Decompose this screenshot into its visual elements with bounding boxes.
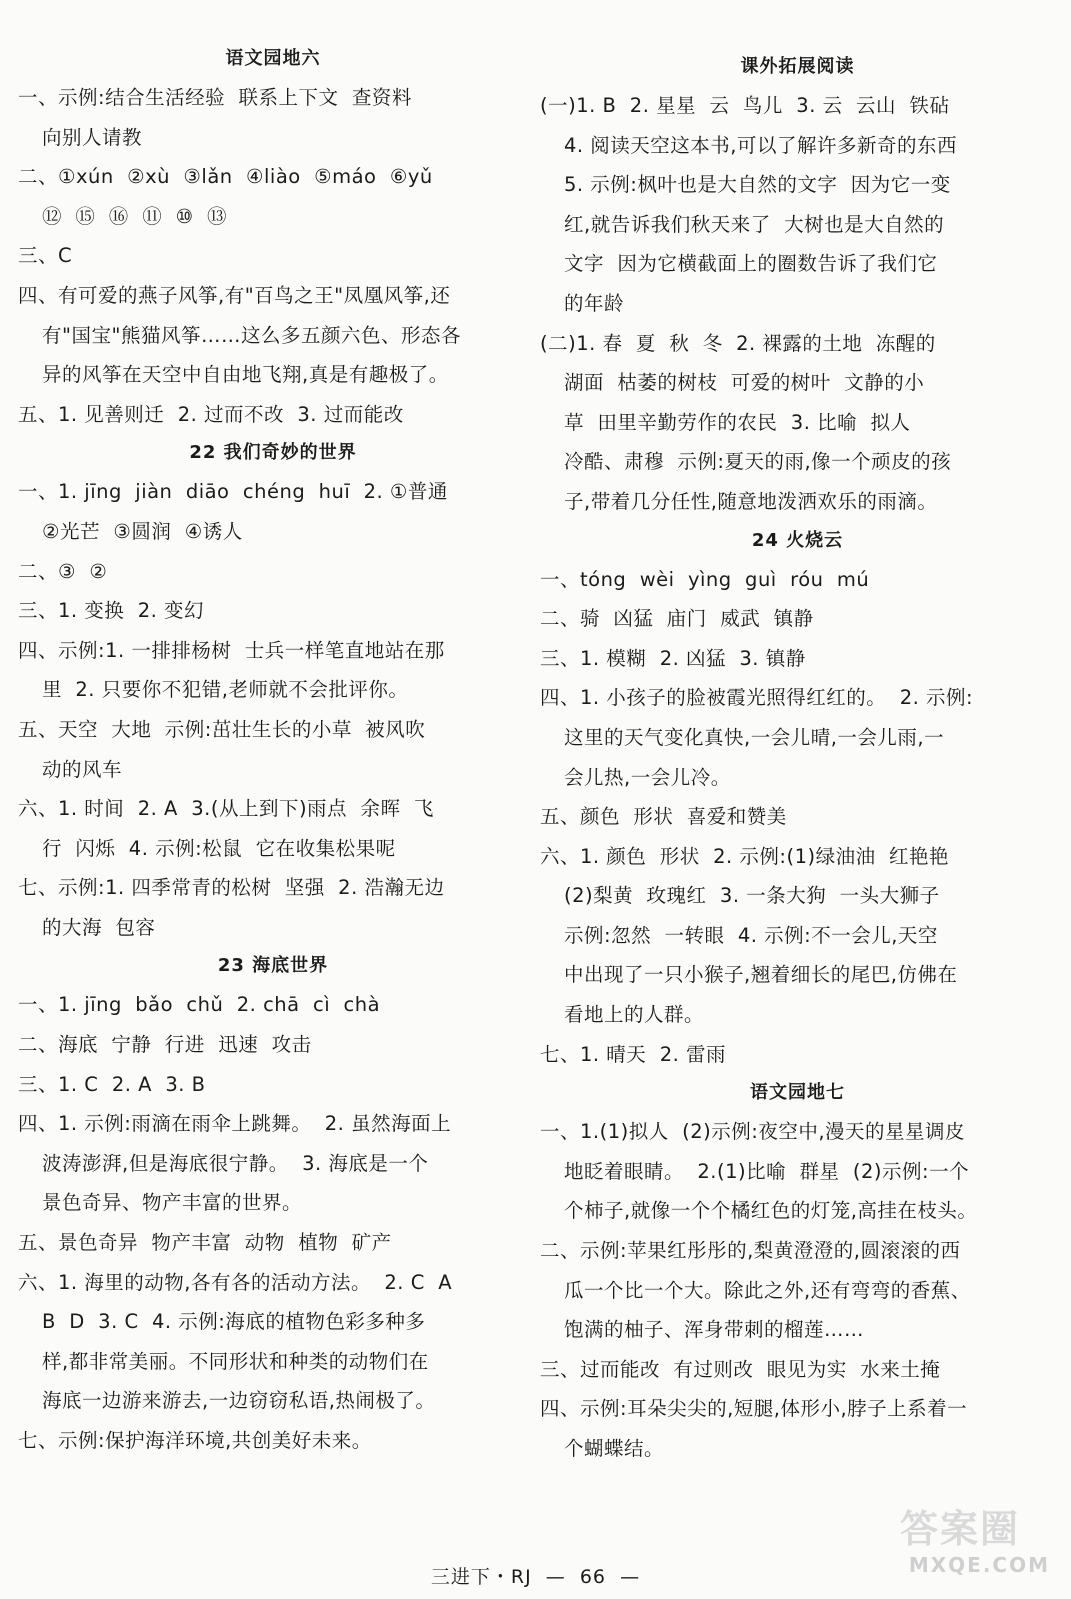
section-extended-reading [540, 48, 1055, 522]
answer-line: 六、1. 颜色 形状 2. 示例:(1)绿油油 红艳艳 [540, 844, 949, 868]
answer-line: 五、颜色 形状 喜爱和赞美 [540, 805, 787, 829]
answer-line: 有"国宝"熊猫风筝……这么多五颜六色、形态各 [42, 323, 461, 347]
answer-line: 里 2. 只要你不犯错,老师就不会批评你。 [42, 678, 409, 702]
answer-line: 二、①xún ②xù ③lǎn ④liào ⑤máo ⑥yǔ [18, 165, 433, 189]
page-footer: 三进下・RJ — 66 — [430, 1566, 641, 1588]
section-lesson-22 [18, 434, 528, 947]
watermark-url: MXQE.COM [908, 1553, 1050, 1577]
answer-line: 二、海底 宁静 行进 迅速 攻击 [18, 1033, 312, 1057]
section-lesson-23 [18, 947, 528, 1460]
answer-line: 湖面 枯萎的树枝 可爱的树叶 文静的小 [564, 371, 925, 395]
answer-line: 三、1. 模糊 2. 凶猛 3. 镇静 [540, 646, 806, 670]
answer-line: 动的风车 [42, 757, 123, 781]
answer-line: 六、1. 海里的动物,各有各的活动方法。 2. C A [18, 1270, 453, 1294]
answer-line: 六、1. 时间 2. A 3.(从上到下)雨点 余晖 飞 [18, 797, 434, 821]
answer-line: ②光芒 ③圆润 ④诱人 [42, 519, 243, 543]
answer-line: (一)1. B 2. 星星 云 鸟儿 3. 云 云山 铁砧 [540, 94, 950, 117]
answer-line: 文字 因为它横截面上的圈数告诉了我们它 [564, 252, 938, 276]
watermark-mark: 答案圈 [900, 1507, 1021, 1551]
answer-line: 五、天空 大地 示例:茁壮生长的小草 被风吹 [18, 717, 426, 741]
answer-line: 三、1. 变换 2. 变幻 [18, 599, 205, 623]
section-title: 语文园地七 [750, 1082, 845, 1104]
answer-line: 五、景色奇异 物产丰富 动物 植物 矿产 [18, 1231, 392, 1255]
answer-line: 会儿热,一会儿冷。 [564, 765, 731, 789]
answer-line: 个蝴蝶结。 [564, 1437, 665, 1460]
answer-line: 四、1. 示例:雨滴在雨伞上跳舞。 2. 虽然海面上 [18, 1112, 452, 1136]
answer-line: 二、骑 凶猛 庙门 威武 镇静 [540, 607, 814, 631]
answer-line: (二)1. 春 夏 秋 冬 2. 裸露的土地 冻醒的 [540, 331, 936, 355]
section-title: 课外拓展阅读 [740, 56, 855, 77]
answer-line: 三、1. C 2. A 3. B [18, 1072, 206, 1096]
answer-line: 二、③ ② [18, 559, 108, 583]
answer-line: (2)梨黄 玫瑰红 3. 一条大狗 一头大狮子 [564, 884, 940, 908]
answer-line: 看地上的人群。 [564, 1003, 705, 1027]
section-title: 24 火烧云 [751, 529, 844, 551]
section-title: 23 海底世界 [217, 955, 329, 977]
answer-line: 一、1.(1)拟人 (2)示例:夜空中,漫天的星星调皮 [540, 1120, 966, 1144]
answer-line: 二、示例:苹果红彤彤的,梨黄澄澄的,圆滚滚的西 [540, 1239, 961, 1263]
watermark-logo [900, 1506, 1060, 1586]
answer-line: 波涛澎湃,但是海底很宁静。 3. 海底是一个 [42, 1151, 429, 1175]
answer-line: 异的风筝在天空中自由地飞翔,真是有趣极了。 [42, 363, 449, 387]
answer-line: 一、1. jīng bǎo chǔ 2. chā cì chà [18, 993, 381, 1017]
answer-line: 向别人请教 [42, 125, 143, 149]
answer-line: 四、有可爱的燕子风筝,有"百鸟之王"凤凰风筝,还 [18, 283, 451, 307]
answer-line: 行 闪烁 4. 示例:松鼠 它在收集松果呢 [42, 836, 396, 860]
answer-line: 七、1. 晴天 2. 雷雨 [540, 1042, 727, 1066]
answer-line: ⑫ ⑮ ⑯ ⑪ ⑩ ⑬ [42, 204, 227, 228]
answer-line: 4. 阅读天空这本书,可以了解许多新奇的东西 [564, 133, 958, 157]
section-yuwen-yuandi-7 [540, 1074, 1055, 1468]
answer-line: 四、1. 小孩子的脸被霞光照得红红的。 2. 示例: [540, 686, 974, 710]
section-yuwen-yuandi-6 [18, 40, 528, 434]
section-lesson-24 [540, 522, 1055, 1075]
answer-line: 个柿子,就像一个个橘红色的灯笼,高挂在枝头。 [564, 1199, 978, 1223]
answer-line: 示例:忽然 一转眼 4. 示例:不一会儿,天空 [564, 923, 938, 947]
answer-line: 的大海 包容 [42, 915, 156, 939]
answer-line: 一、示例:结合生活经验 联系上下文 查资料 [18, 86, 412, 109]
section-title: 语文园地六 [225, 48, 321, 69]
answer-line: 地眨着眼睛。 2.(1)比喻 群星 (2)示例:一个 [564, 1159, 970, 1183]
answer-line: 海底一边游来游去,一边窃窃私语,热闹极了。 [42, 1389, 436, 1413]
answer-line: 这里的天气变化真快,一会儿晴,一会儿雨,一 [564, 725, 945, 749]
answer-line: 瓜一个比一个大。除此之外,还有弯弯的香蕉、 [564, 1278, 971, 1302]
answer-line: 草 田里辛勤劳作的农民 3. 比喻 拟人 [564, 410, 911, 434]
answer-line: 冷酷、肃穆 示例:夏天的雨,像一个顽皮的孩 [564, 450, 952, 474]
answer-line: 红,就告诉我们秋天来了 大树也是大自然的 [564, 212, 945, 236]
answer-line: 一、tóng wèi yìng guì róu mú [540, 567, 870, 591]
answer-line: 七、示例:1. 四季常青的松树 坚强 2. 浩瀚无边 [18, 876, 445, 900]
answer-line: 样,都非常美丽。不同形状和种类的动物们在 [42, 1349, 429, 1373]
answer-line: 四、示例:1. 一排排杨树 士兵一样笔直地站在那 [18, 638, 445, 662]
answer-line: 四、示例:耳朵尖尖的,短腿,体形小,脖子上系着一 [540, 1397, 968, 1421]
section-title: 22 我们奇妙的世界 [189, 442, 357, 464]
answer-line: 子,带着几分任性,随意地泼洒欢乐的雨滴。 [564, 489, 938, 513]
answer-line: 七、示例:保护海洋环境,共创美好未来。 [18, 1429, 372, 1452]
answer-line: 5. 示例:枫叶也是大自然的文字 因为它一变 [564, 173, 951, 197]
answer-line: 三、过而能改 有过则改 眼见为实 水来土掩 [540, 1357, 941, 1381]
left-column [18, 40, 528, 1461]
right-column [540, 40, 1055, 1469]
answer-line: 的年龄 [564, 291, 625, 315]
answer-line: B D 3. C 4. 示例:海底的植物色彩多种多 [42, 1310, 426, 1334]
answer-line: 五、1. 见善则迁 2. 过而不改 3. 过而能改 [18, 402, 404, 426]
answer-line: 一、1. jīng jiàn diāo chéng huī 2. ①普通 [18, 480, 448, 504]
answer-line: 饱满的柚子、浑身带刺的榴莲…… [564, 1318, 865, 1342]
answer-line: 中出现了一只小猴子,翘着细长的尾巴,仿佛在 [564, 963, 958, 987]
answer-line: 三、C [18, 244, 73, 268]
answer-line: 景色奇异、物产丰富的世界。 [42, 1191, 303, 1215]
